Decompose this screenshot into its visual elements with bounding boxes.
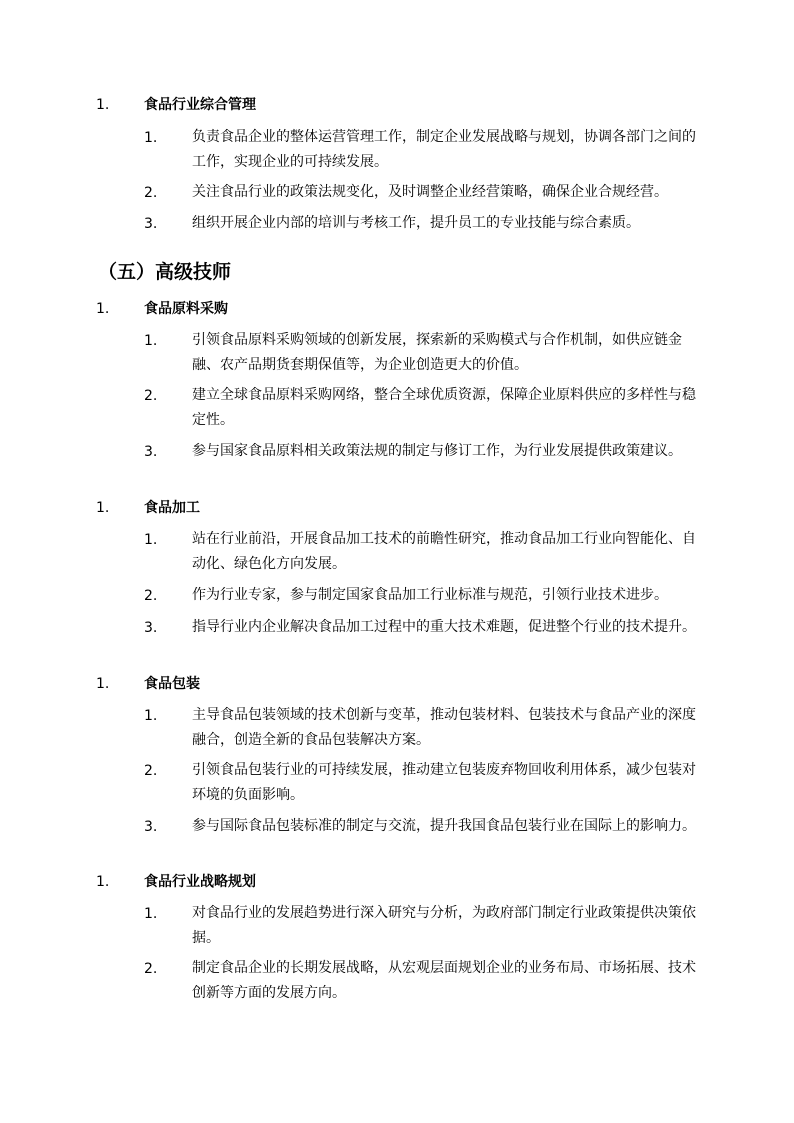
list-heading: 食品加工 [144, 500, 200, 516]
sub-list-number: 3. [144, 620, 158, 636]
sub-list-text: 建立全球食品原料采购网络，整合全球优质资源，保障企业原料供应的多样性与稳定性。 [192, 387, 696, 428]
sub-list-number: 2. [144, 961, 158, 977]
list-heading: 食品包装 [144, 676, 200, 692]
sub-list-number: 2. [144, 588, 158, 604]
sub-list-number: 1. [144, 532, 158, 548]
sub-list-number: 2. [144, 763, 158, 779]
sub-list-text: 参与国际食品包装标准的制定与交流，提升我国食品包装行业在国际上的影响力。 [192, 818, 696, 834]
sub-list-text: 负责食品企业的整体运营管理工作，制定企业发展战略与规划，协调各部门之间的工作，实现企业的可持续发展。 [192, 129, 696, 170]
sub-list-number: 2. [144, 185, 158, 201]
sub-list-text: 组织开展企业内部的培训与考核工作，提升员工的专业技能与综合素质。 [192, 215, 640, 231]
sub-list-text: 作为行业专家，参与制定国家食品加工行业标准与规范，引领行业技术进步。 [192, 587, 668, 603]
list-heading: 食品行业战略规划 [144, 874, 256, 890]
sub-list-text: 引领食品包装行业的可持续发展，推动建立包装废弃物回收利用体系，减少包装对环境的负面影响。 [192, 762, 696, 803]
sub-list-text: 对食品行业的发展趋势进行深入研究与分析，为政府部门制定行业政策提供决策依据。 [192, 905, 696, 946]
list-heading: 食品行业综合管理 [144, 97, 256, 113]
list-number: 1. [96, 500, 110, 516]
sub-list-number: 3. [144, 216, 158, 232]
sub-list-text: 参与国家食品原料相关政策法规的制定与修订工作，为行业发展提供政策建议。 [192, 443, 682, 459]
list-number: 1. [96, 676, 110, 692]
list-number: 1. [96, 874, 110, 890]
section-title: （五）高级技师 [98, 261, 232, 283]
sub-list-number: 1. [144, 708, 158, 724]
sub-list-number: 2. [144, 388, 158, 404]
sub-list-number: 1. [144, 333, 158, 349]
sub-list-number: 3. [144, 819, 158, 835]
sub-list-text: 站在行业前沿，开展食品加工技术的前瞻性研究，推动食品加工行业向智能化、自动化、绿色化方向发展。 [192, 531, 696, 572]
sub-list-number: 3. [144, 444, 158, 460]
sub-list-text: 关注食品行业的政策法规变化，及时调整企业经营策略，确保企业合规经营。 [192, 184, 668, 200]
sub-list-text: 主导食品包装领域的技术创新与变革，推动包装材料、包装技术与食品产业的深度融合，创造全新的食品包装解决方案。 [192, 707, 696, 748]
sub-list-number: 1. [144, 906, 158, 922]
sub-list-text: 引领食品原料采购领域的创新发展，探索新的采购模式与合作机制，如供应链金融、农产品期货套期保值等，为企业创造更大的价值。 [192, 332, 682, 373]
list-number: 1. [96, 301, 110, 317]
sub-list-text: 制定食品企业的长期发展战略，从宏观层面规划企业的业务布局、市场拓展、技术创新等方面的发展方向。 [192, 960, 696, 1001]
sub-list-text: 指导行业内企业解决食品加工过程中的重大技术难题，促进整个行业的技术提升。 [192, 619, 696, 635]
list-heading: 食品原料采购 [144, 301, 228, 317]
sub-list-number: 1. [144, 130, 158, 146]
list-number: 1. [96, 97, 110, 113]
